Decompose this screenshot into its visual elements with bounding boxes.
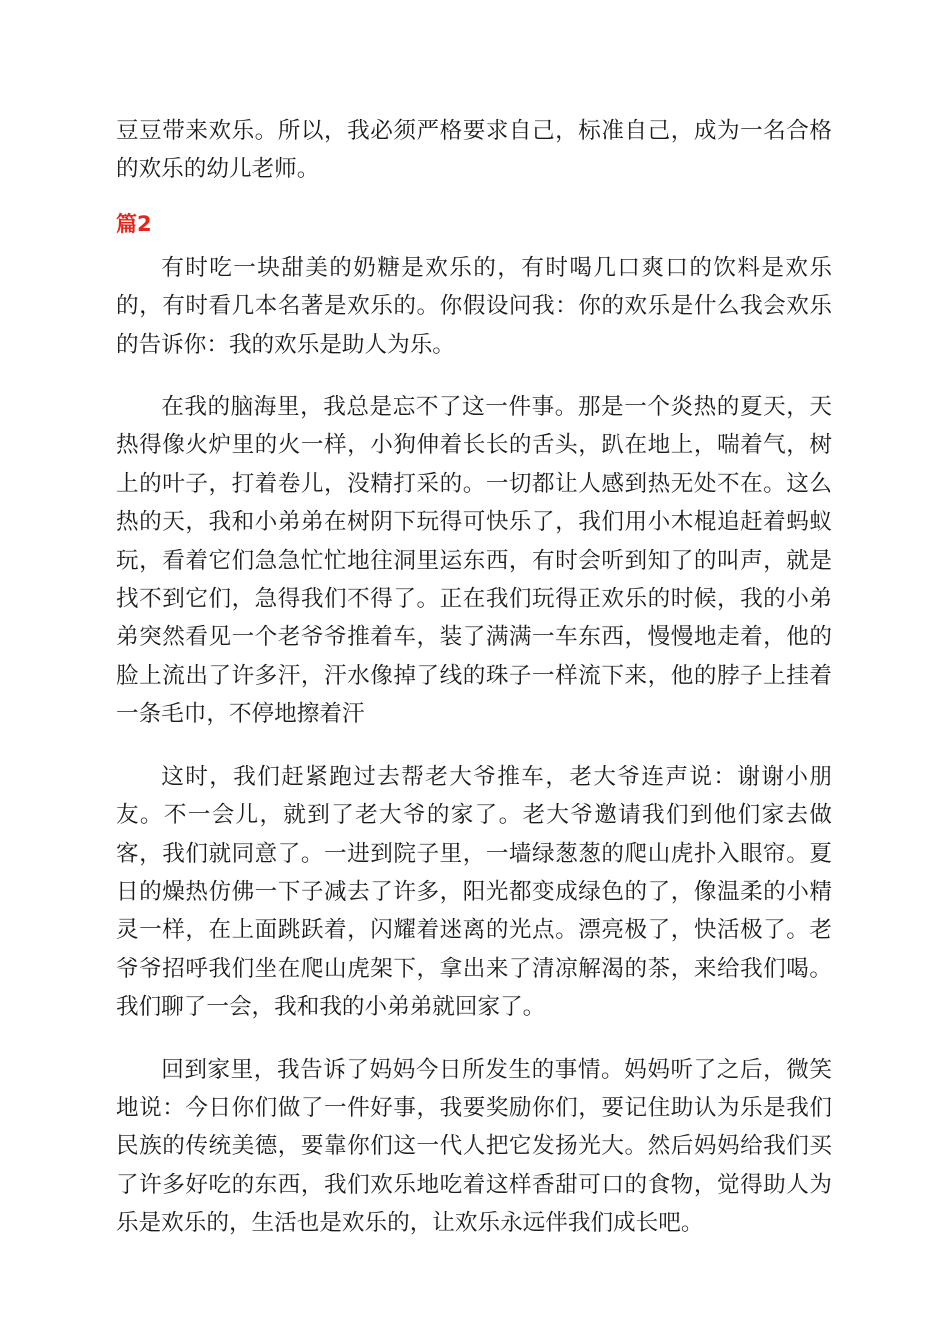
body-paragraph-2: 在我的脑海里，我总是忘不了这一件事。那是一个炎热的夏天，天热得像火炉里的火一样，小狗伸着长长的舌头，趴在地上，喘着气，树上的叶子，打着卷儿，没精打采的。一切都让人感到热无处不在。这么热的天，我和小弟弟在树阴下玩得可快乐了，我们用小木棍追赶着蚂蚁玩，看着它们急急忙忙地往洞里运东西，有时会听到知了的叫声，就是找不到它们，急得我们不得了。正在我们玩得正欢乐的时候，我的小弟弟突然看见一个老爷爷推着车，装了满满一车东西，慢慢地走着，他的脸上流出了许多汗，汗水像掉了线的珠子一样流下来，他的脖子上挂着一条毛巾，不停地擦着汗 [116, 394, 832, 728]
body-paragraph-3: 这时，我们赶紧跑过去帮老大爷推车，老大爷连声说：谢谢小朋友。不一会儿，就到了老大爷的家了。老大爷邀请我们到他们家去做客，我们就同意了。一进到院子里，一墙绿葱葱的爬山虎扑入眼帘。夏日的燥热仿佛一下子减去了许多，阳光都变成绿色的了，像温柔的小精灵一样，在上面跳跃着，闪耀着迷离的光点。漂亮极了，快活极了。老爷爷招呼我们坐在爬山虎架下，拿出来了清凉解渴的茶，来给我们喝。我们聊了一会，我和我的小弟弟就回家了。 [116, 763, 832, 1021]
body-paragraph-4: 回到家里，我告诉了妈妈今日所发生的事情。妈妈听了之后，微笑地说：今日你们做了一件好事，我要奖励你们，要记住助认为乐是我们民族的传统美德，要靠你们这一代人把它发扬光大。然后妈妈给我们买了许多好吃的东西，我们欢乐地吃着这样香甜可口的食物，觉得助人为乐是欢乐的，生活也是欢乐的，让欢乐永远伴我们成长吧。 [116, 1056, 832, 1237]
document-page [116, 112, 832, 1243]
section-heading: 篇2 [116, 211, 152, 236]
intro-paragraph: 豆豆带来欢乐。所以，我必须严格要求自己，标准自己，成为一名合格的欢乐的幼儿老师。 [116, 118, 832, 183]
body-paragraph-1: 有时吃一块甜美的奶糖是欢乐的，有时喝几口爽口的饮料是欢乐的，有时看几本名著是欢乐的。你假设问我：你的欢乐是什么我会欢乐的告诉你：我的欢乐是助人为乐。 [116, 254, 832, 358]
